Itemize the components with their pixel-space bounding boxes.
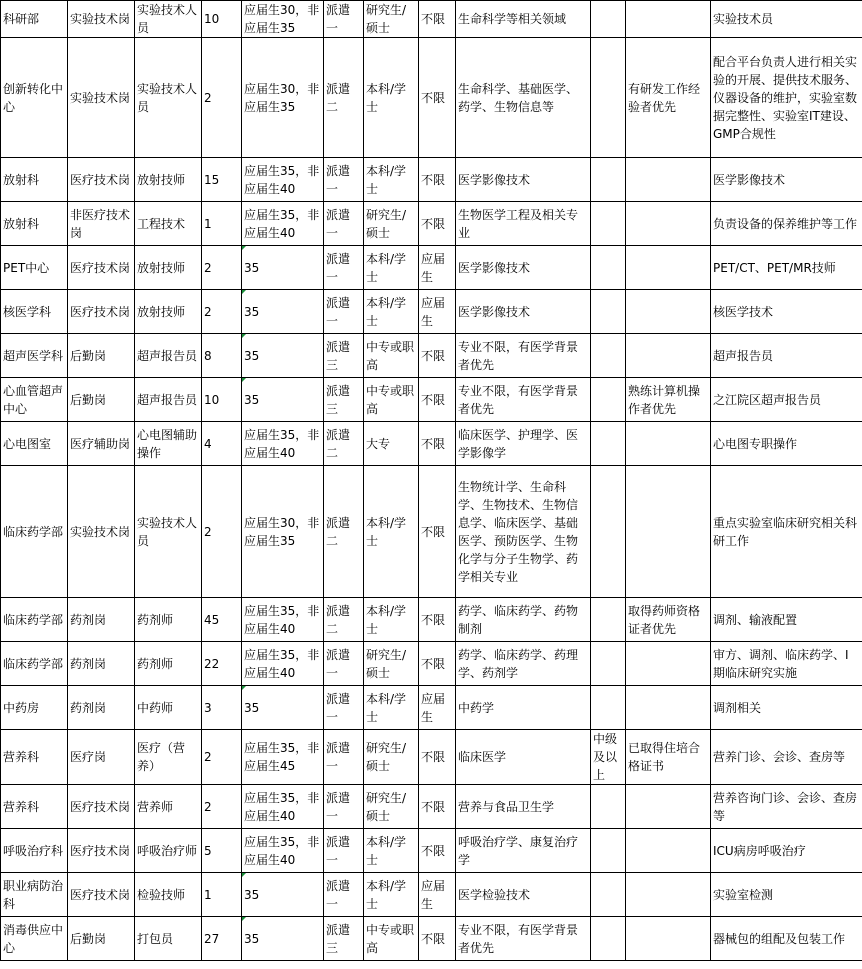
cell-age-limit[interactable]: 应届生35，非应届生40	[242, 829, 324, 873]
cell-education[interactable]: 本科/学士	[364, 686, 419, 730]
cell-dispatch-type[interactable]: 派遣二	[324, 466, 364, 598]
cell-major[interactable]: 医学检验技术	[456, 873, 591, 917]
cell-job-duties[interactable]: 实验室检测	[711, 873, 862, 917]
table-row	[1, 158, 862, 202]
cell-dispatch-type[interactable]: 派遣一	[324, 785, 364, 829]
cell-other-requirements[interactable]	[626, 686, 711, 730]
cell-headcount[interactable]: 2	[202, 290, 242, 334]
cell-dispatch-type[interactable]: 派遣一	[324, 873, 364, 917]
cell-dispatch-type[interactable]: 派遣一	[324, 202, 364, 246]
cell-major[interactable]: 药学、临床药学、药理学、药剂学	[456, 642, 591, 686]
cell-headcount[interactable]: 1	[202, 873, 242, 917]
cell-department[interactable]: 放射科	[1, 158, 68, 202]
cell-professional-title[interactable]	[591, 785, 626, 829]
cell-headcount[interactable]: 2	[202, 730, 242, 785]
cell-graduate-status[interactable]: 不限	[419, 466, 456, 598]
cell-other-requirements[interactable]	[626, 917, 711, 961]
cell-age-limit[interactable]: 应届生35，非应届生40	[242, 785, 324, 829]
cell-graduate-status[interactable]: 不限	[419, 1, 456, 38]
cell-professional-title[interactable]	[591, 422, 626, 466]
table-row	[1, 686, 862, 730]
cell-post-type[interactable]: 医疗技术岗	[68, 785, 135, 829]
cell-other-requirements[interactable]	[626, 158, 711, 202]
cell-post-name[interactable]: 中药师	[135, 686, 202, 730]
cell-professional-title[interactable]	[591, 686, 626, 730]
cell-post-type[interactable]: 医疗技术岗	[68, 246, 135, 290]
table-body	[1, 1, 862, 961]
cell-other-requirements[interactable]	[626, 466, 711, 598]
cell-headcount[interactable]: 5	[202, 829, 242, 873]
cell-job-duties[interactable]: 核医学技术	[711, 290, 862, 334]
cell-professional-title[interactable]	[591, 246, 626, 290]
cell-dispatch-type[interactable]: 派遣一	[324, 158, 364, 202]
cell-professional-title[interactable]	[591, 829, 626, 873]
cell-job-duties[interactable]: 器械包的组配及包装工作	[711, 917, 862, 961]
cell-dispatch-type[interactable]: 派遣一	[324, 290, 364, 334]
cell-dispatch-type[interactable]: 派遣三	[324, 917, 364, 961]
cell-major[interactable]: 营养与食品卫生学	[456, 785, 591, 829]
cell-post-name[interactable]: 实验技术人员	[135, 1, 202, 38]
cell-age-limit[interactable]: 35	[242, 246, 324, 290]
cell-headcount[interactable]: 1	[202, 202, 242, 246]
cell-graduate-status[interactable]: 应届生	[419, 686, 456, 730]
cell-professional-title[interactable]	[591, 38, 626, 158]
cell-major[interactable]: 医学影像技术	[456, 246, 591, 290]
cell-education[interactable]: 研究生/硕士	[364, 1, 419, 38]
cell-age-limit[interactable]: 应届生35，非应届生45	[242, 730, 324, 785]
cell-professional-title[interactable]	[591, 334, 626, 378]
table-row	[1, 38, 862, 158]
cell-dispatch-type[interactable]: 派遣一	[324, 1, 364, 38]
cell-graduate-status[interactable]: 不限	[419, 334, 456, 378]
cell-graduate-status[interactable]: 不限	[419, 158, 456, 202]
cell-job-duties[interactable]: 实验技术员	[711, 1, 862, 38]
cell-education[interactable]: 本科/学士	[364, 829, 419, 873]
cell-education[interactable]: 研究生/硕士	[364, 785, 419, 829]
cell-other-requirements[interactable]	[626, 785, 711, 829]
cell-graduate-status[interactable]: 应届生	[419, 290, 456, 334]
table-row	[1, 378, 862, 422]
cell-department[interactable]: 临床药学部	[1, 466, 68, 598]
cell-other-requirements[interactable]: 已取得住培合格证书	[626, 730, 711, 785]
cell-professional-title[interactable]	[591, 873, 626, 917]
cell-post-name[interactable]: 药剂师	[135, 642, 202, 686]
cell-graduate-status[interactable]: 不限	[419, 785, 456, 829]
cell-headcount[interactable]: 22	[202, 642, 242, 686]
cell-professional-title[interactable]	[591, 158, 626, 202]
cell-dispatch-type[interactable]: 派遣一	[324, 829, 364, 873]
cell-other-requirements[interactable]: 熟练计算机操作者优先	[626, 378, 711, 422]
cell-job-duties[interactable]: 配合平台负责人进行相关实验的开展、提供技术服务、仪器设备的维护，实验室数据完整性、实验室IT建设、GMP合规性	[711, 38, 862, 158]
cell-age-limit[interactable]: 应届生30，非应届生35	[242, 1, 324, 38]
table-row	[1, 873, 862, 917]
cell-job-duties[interactable]: 审方、调剂、临床药学、I期临床研究实施	[711, 642, 862, 686]
cell-major[interactable]: 生命科学等相关领域	[456, 1, 591, 38]
cell-department[interactable]: 科研部	[1, 1, 68, 38]
cell-other-requirements[interactable]	[626, 246, 711, 290]
cell-department[interactable]: 中药房	[1, 686, 68, 730]
cell-headcount[interactable]: 2	[202, 38, 242, 158]
table-row	[1, 829, 862, 873]
cell-post-name[interactable]: 打包员	[135, 917, 202, 961]
cell-dispatch-type[interactable]: 派遣三	[324, 334, 364, 378]
cell-headcount[interactable]: 8	[202, 334, 242, 378]
cell-education[interactable]: 研究生/硕士	[364, 730, 419, 785]
cell-education[interactable]: 本科/学士	[364, 466, 419, 598]
cell-graduate-status[interactable]: 不限	[419, 829, 456, 873]
cell-department[interactable]: 营养科	[1, 785, 68, 829]
cell-education[interactable]: 中专或职高	[364, 917, 419, 961]
cell-department[interactable]: PET中心	[1, 246, 68, 290]
table-row	[1, 334, 862, 378]
cell-graduate-status[interactable]: 不限	[419, 422, 456, 466]
cell-other-requirements[interactable]	[626, 829, 711, 873]
cell-major[interactable]: 生物医学工程及相关专业	[456, 202, 591, 246]
cell-professional-title[interactable]	[591, 466, 626, 598]
cell-post-type[interactable]: 医疗技术岗	[68, 873, 135, 917]
cell-dispatch-type[interactable]: 派遣一	[324, 730, 364, 785]
cell-department[interactable]: 临床药学部	[1, 642, 68, 686]
cell-major[interactable]: 医学影像技术	[456, 290, 591, 334]
cell-post-name[interactable]: 工程技术	[135, 202, 202, 246]
cell-graduate-status[interactable]: 不限	[419, 378, 456, 422]
cell-post-name[interactable]: 检验技师	[135, 873, 202, 917]
cell-post-type[interactable]: 实验技术岗	[68, 466, 135, 598]
cell-graduate-status[interactable]: 不限	[419, 598, 456, 642]
cell-job-duties[interactable]: 调剂相关	[711, 686, 862, 730]
cell-dispatch-type[interactable]: 派遣二	[324, 422, 364, 466]
cell-post-name[interactable]: 放射技师	[135, 246, 202, 290]
cell-graduate-status[interactable]: 不限	[419, 202, 456, 246]
cell-age-limit[interactable]: 应届生35，非应届生40	[242, 202, 324, 246]
cell-professional-title[interactable]	[591, 290, 626, 334]
cell-other-requirements[interactable]	[626, 873, 711, 917]
cell-job-duties[interactable]: 负责设备的保养维护等工作	[711, 202, 862, 246]
cell-post-type[interactable]: 医疗辅助岗	[68, 422, 135, 466]
cell-other-requirements[interactable]	[626, 334, 711, 378]
cell-education[interactable]: 研究生/硕士	[364, 202, 419, 246]
cell-headcount[interactable]: 45	[202, 598, 242, 642]
table-row	[1, 730, 862, 785]
cell-headcount[interactable]: 15	[202, 158, 242, 202]
cell-age-limit[interactable]: 35	[242, 290, 324, 334]
cell-department[interactable]: 心电图室	[1, 422, 68, 466]
table-row	[1, 202, 862, 246]
cell-age-limit[interactable]: 35	[242, 378, 324, 422]
cell-post-name[interactable]: 超声报告员	[135, 334, 202, 378]
cell-professional-title[interactable]	[591, 642, 626, 686]
cell-graduate-status[interactable]: 应届生	[419, 873, 456, 917]
cell-education[interactable]: 本科/学士	[364, 598, 419, 642]
cell-post-type[interactable]: 后勤岗	[68, 378, 135, 422]
cell-age-limit[interactable]: 35	[242, 873, 324, 917]
cell-headcount[interactable]: 2	[202, 785, 242, 829]
cell-department[interactable]: 呼吸治疗科	[1, 829, 68, 873]
cell-post-name[interactable]: 药剂师	[135, 598, 202, 642]
cell-post-type[interactable]: 药剂岗	[68, 686, 135, 730]
cell-post-type[interactable]: 医疗技术岗	[68, 829, 135, 873]
cell-post-name[interactable]: 呼吸治疗师	[135, 829, 202, 873]
cell-other-requirements[interactable]	[626, 642, 711, 686]
cell-post-name[interactable]: 心电图辅助操作	[135, 422, 202, 466]
cell-dispatch-type[interactable]: 派遣二	[324, 38, 364, 158]
cell-post-type[interactable]: 医疗岗	[68, 730, 135, 785]
cell-education[interactable]: 本科/学士	[364, 873, 419, 917]
cell-department[interactable]: 放射科	[1, 202, 68, 246]
cell-other-requirements[interactable]	[626, 1, 711, 38]
table-row	[1, 466, 862, 598]
table-row	[1, 642, 862, 686]
cell-major[interactable]: 专业不限，有医学背景者优先	[456, 378, 591, 422]
cell-job-duties[interactable]: 心电图专职操作	[711, 422, 862, 466]
table-row	[1, 246, 862, 290]
cell-job-duties[interactable]: ICU病房呼吸治疗	[711, 829, 862, 873]
cell-headcount[interactable]: 2	[202, 466, 242, 598]
table-row	[1, 785, 862, 829]
cell-job-duties[interactable]: 调剂、输液配置	[711, 598, 862, 642]
cell-age-limit[interactable]: 应届生30，非应届生35	[242, 466, 324, 598]
cell-age-limit[interactable]: 应届生35，非应届生40	[242, 642, 324, 686]
cell-job-duties[interactable]: PET/CT、PET/MR技师	[711, 246, 862, 290]
cell-education[interactable]: 中专或职高	[364, 334, 419, 378]
cell-major[interactable]: 医学影像技术	[456, 158, 591, 202]
cell-post-type[interactable]: 医疗技术岗	[68, 290, 135, 334]
cell-headcount[interactable]: 27	[202, 917, 242, 961]
cell-department[interactable]: 核医学科	[1, 290, 68, 334]
cell-post-name[interactable]: 医疗（营养）	[135, 730, 202, 785]
cell-department[interactable]: 消毒供应中心	[1, 917, 68, 961]
cell-job-duties[interactable]: 超声报告员	[711, 334, 862, 378]
cell-department[interactable]: 职业病防治科	[1, 873, 68, 917]
cell-education[interactable]: 本科/学士	[364, 246, 419, 290]
cell-major[interactable]: 呼吸治疗学、康复治疗学	[456, 829, 591, 873]
cell-education[interactable]: 本科/学士	[364, 290, 419, 334]
cell-education[interactable]: 中专或职高	[364, 378, 419, 422]
cell-age-limit[interactable]: 应届生35，非应届生40	[242, 598, 324, 642]
cell-other-requirements[interactable]: 有研发工作经验者优先	[626, 38, 711, 158]
cell-department[interactable]: 心血管超声中心	[1, 378, 68, 422]
cell-post-name[interactable]: 营养师	[135, 785, 202, 829]
cell-professional-title[interactable]: 中级及以上	[591, 730, 626, 785]
cell-major[interactable]: 药学、临床药学、药物制剂	[456, 598, 591, 642]
cell-age-limit[interactable]: 35	[242, 334, 324, 378]
cell-department[interactable]: 营养科	[1, 730, 68, 785]
cell-headcount[interactable]: 3	[202, 686, 242, 730]
table-row	[1, 917, 862, 961]
cell-dispatch-type[interactable]: 派遣三	[324, 378, 364, 422]
cell-major[interactable]: 生物统计学、生命科学、生物技术、生物信息学、临床医学、基础医学、预防医学、生物化学与分子生物学、药学相关专业	[456, 466, 591, 598]
table-row	[1, 598, 862, 642]
cell-professional-title[interactable]	[591, 378, 626, 422]
cell-age-limit[interactable]: 35	[242, 686, 324, 730]
cell-post-type[interactable]: 药剂岗	[68, 642, 135, 686]
cell-post-type[interactable]: 后勤岗	[68, 334, 135, 378]
cell-graduate-status[interactable]: 不限	[419, 730, 456, 785]
cell-headcount[interactable]: 10	[202, 1, 242, 38]
cell-job-duties[interactable]: 营养门诊、会诊、查房等	[711, 730, 862, 785]
cell-dispatch-type[interactable]: 派遣二	[324, 598, 364, 642]
cell-other-requirements[interactable]	[626, 422, 711, 466]
cell-graduate-status[interactable]: 不限	[419, 917, 456, 961]
cell-major[interactable]: 专业不限，有医学背景者优先	[456, 334, 591, 378]
cell-job-duties[interactable]: 营养咨询门诊、会诊、查房等	[711, 785, 862, 829]
cell-education[interactable]: 本科/学士	[364, 38, 419, 158]
table-row	[1, 422, 862, 466]
table-row	[1, 290, 862, 334]
cell-major[interactable]: 专业不限，有医学背景者优先	[456, 917, 591, 961]
cell-department[interactable]: 创新转化中心	[1, 38, 68, 158]
cell-post-type[interactable]: 实验技术岗	[68, 38, 135, 158]
cell-dispatch-type[interactable]: 派遣一	[324, 246, 364, 290]
cell-major[interactable]: 生命科学、基础医学、药学、生物信息等	[456, 38, 591, 158]
cell-other-requirements[interactable]	[626, 202, 711, 246]
cell-age-limit[interactable]: 应届生35，非应届生40	[242, 158, 324, 202]
cell-post-name[interactable]: 超声报告员	[135, 378, 202, 422]
cell-professional-title[interactable]	[591, 202, 626, 246]
cell-post-name[interactable]: 放射技师	[135, 290, 202, 334]
cell-education[interactable]: 本科/学士	[364, 158, 419, 202]
cell-major[interactable]: 中药学	[456, 686, 591, 730]
cell-education[interactable]: 研究生/硕士	[364, 642, 419, 686]
cell-graduate-status[interactable]: 应届生	[419, 246, 456, 290]
cell-professional-title[interactable]	[591, 1, 626, 38]
cell-post-type[interactable]: 后勤岗	[68, 917, 135, 961]
cell-professional-title[interactable]	[591, 917, 626, 961]
cell-dispatch-type[interactable]: 派遣一	[324, 686, 364, 730]
cell-age-limit[interactable]: 应届生30，非应届生35	[242, 38, 324, 158]
cell-job-duties[interactable]: 之江院区超声报告员	[711, 378, 862, 422]
cell-headcount[interactable]: 4	[202, 422, 242, 466]
cell-dispatch-type[interactable]: 派遣一	[324, 642, 364, 686]
cell-major[interactable]: 临床医学	[456, 730, 591, 785]
cell-education[interactable]: 大专	[364, 422, 419, 466]
cell-major[interactable]: 临床医学、护理学、医学影像学	[456, 422, 591, 466]
cell-post-name[interactable]: 放射技师	[135, 158, 202, 202]
cell-post-type[interactable]: 实验技术岗	[68, 1, 135, 38]
cell-department[interactable]: 超声医学科	[1, 334, 68, 378]
table-row	[1, 1, 862, 38]
cell-post-name[interactable]: 实验技术人员	[135, 466, 202, 598]
cell-headcount[interactable]: 10	[202, 378, 242, 422]
cell-post-type[interactable]: 非医疗技术岗	[68, 202, 135, 246]
cell-age-limit[interactable]: 35	[242, 917, 324, 961]
cell-other-requirements[interactable]: 取得药师资格证者优先	[626, 598, 711, 642]
cell-department[interactable]: 临床药学部	[1, 598, 68, 642]
cell-post-type[interactable]: 药剂岗	[68, 598, 135, 642]
cell-other-requirements[interactable]	[626, 290, 711, 334]
cell-headcount[interactable]: 2	[202, 246, 242, 290]
cell-professional-title[interactable]	[591, 598, 626, 642]
cell-job-duties[interactable]: 重点实验室临床研究相关科研工作	[711, 466, 862, 598]
cell-job-duties[interactable]: 医学影像技术	[711, 158, 862, 202]
cell-graduate-status[interactable]: 不限	[419, 642, 456, 686]
cell-post-type[interactable]: 医疗技术岗	[68, 158, 135, 202]
cell-graduate-status[interactable]: 不限	[419, 38, 456, 158]
cell-post-name[interactable]: 实验技术人员	[135, 38, 202, 158]
cell-age-limit[interactable]: 应届生35，非应届生40	[242, 422, 324, 466]
